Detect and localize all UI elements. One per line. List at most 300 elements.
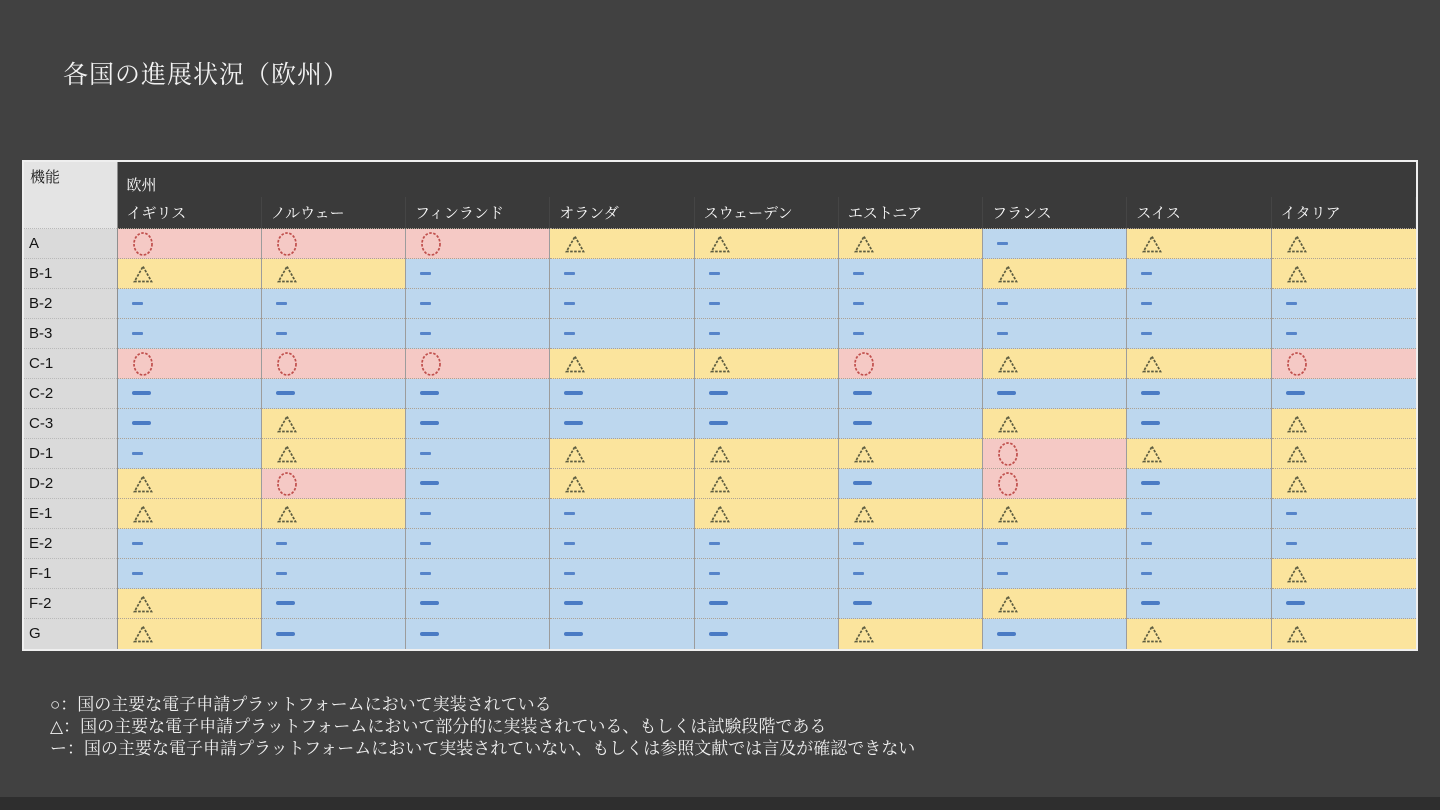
circle-icon [1286, 351, 1308, 377]
status-cell [550, 619, 694, 649]
table-row [24, 259, 1416, 289]
triangle-icon [132, 264, 154, 284]
legend-item: ○：国の主要な電子申請プラットフォームにおいて実装されている [50, 695, 552, 714]
triangle-icon [1141, 354, 1163, 374]
status-cell [694, 259, 838, 289]
dash-icon [420, 332, 431, 335]
status-cell [694, 439, 838, 469]
status-cell [406, 319, 550, 349]
table-row [24, 589, 1416, 619]
dash-icon [564, 391, 583, 395]
dash-icon [132, 302, 143, 305]
dash-icon [853, 572, 864, 575]
triangle-icon [1141, 234, 1163, 254]
country-header-5: エストニア [838, 197, 982, 229]
circle-icon [853, 351, 875, 377]
dash-icon [420, 391, 439, 395]
triangle-icon [1286, 624, 1308, 644]
row-label: C-2 [24, 379, 117, 409]
status-cell [550, 529, 694, 559]
dash-icon [997, 542, 1008, 545]
triangle-icon [997, 414, 1019, 434]
dash-icon [1286, 391, 1305, 395]
triangle-icon [709, 444, 731, 464]
triangle-icon [1286, 444, 1308, 464]
legend [50, 694, 915, 760]
dash-icon [132, 391, 151, 395]
dash-icon [132, 452, 143, 455]
status-cell [117, 349, 261, 379]
status-cell [550, 499, 694, 529]
table-row [24, 469, 1416, 499]
row-label: G [24, 619, 117, 649]
status-cell [838, 319, 982, 349]
dash-icon [420, 601, 439, 605]
triangle-icon [276, 504, 298, 524]
status-cell [1127, 289, 1271, 319]
status-cell [406, 439, 550, 469]
status-cell [838, 259, 982, 289]
status-cell [838, 439, 982, 469]
status-cell [550, 379, 694, 409]
circle-icon [132, 231, 154, 257]
table-row [24, 379, 1416, 409]
status-cell [117, 319, 261, 349]
circle-icon [420, 231, 442, 257]
dash-icon [564, 512, 575, 515]
status-cell [838, 559, 982, 589]
status-cell [261, 379, 405, 409]
status-cell [1271, 559, 1415, 589]
status-cell [838, 589, 982, 619]
triangle-icon [1286, 234, 1308, 254]
table-row [24, 619, 1416, 649]
status-cell [550, 289, 694, 319]
triangle-icon [1141, 624, 1163, 644]
status-cell [1127, 469, 1271, 499]
table-row [24, 529, 1416, 559]
triangle-icon [564, 234, 586, 254]
status-cell [406, 469, 550, 499]
triangle-icon [1141, 444, 1163, 464]
status-cell [838, 529, 982, 559]
status-cell [550, 259, 694, 289]
dash-icon [564, 421, 583, 425]
dash-icon [709, 632, 728, 636]
status-cell [261, 409, 405, 439]
status-cell [117, 289, 261, 319]
dash-icon [1141, 601, 1160, 605]
status-cell [550, 349, 694, 379]
dash-icon [997, 632, 1016, 636]
status-cell [694, 469, 838, 499]
progress-table-grid [24, 162, 1416, 649]
status-cell [983, 259, 1127, 289]
status-cell [1127, 499, 1271, 529]
dash-icon [276, 542, 287, 545]
status-cell [983, 289, 1127, 319]
country-header-7: スイス [1127, 197, 1271, 229]
dash-icon [1141, 481, 1160, 485]
status-cell [406, 619, 550, 649]
status-cell [1127, 589, 1271, 619]
status-cell [838, 229, 982, 259]
dash-icon [1286, 302, 1297, 305]
status-cell [261, 619, 405, 649]
status-cell [983, 589, 1127, 619]
country-header-8: イタリア [1271, 197, 1415, 229]
dash-icon [564, 302, 575, 305]
circle-icon [997, 471, 1019, 497]
status-cell [983, 349, 1127, 379]
status-cell [261, 229, 405, 259]
dash-icon [709, 572, 720, 575]
row-label: B-3 [24, 319, 117, 349]
triangle-icon [1286, 474, 1308, 494]
row-label: D-2 [24, 469, 117, 499]
status-cell [550, 559, 694, 589]
status-cell [406, 379, 550, 409]
status-cell [406, 349, 550, 379]
dash-icon [1141, 421, 1160, 425]
bottom-bar [0, 797, 1440, 810]
page-title: 各国の進展状況（欧州） [63, 61, 350, 89]
status-cell [983, 409, 1127, 439]
triangle-icon [709, 474, 731, 494]
status-cell [983, 499, 1127, 529]
status-cell [550, 229, 694, 259]
status-cell [838, 619, 982, 649]
dash-icon [853, 481, 872, 485]
row-label: D-1 [24, 439, 117, 469]
status-cell [1271, 409, 1415, 439]
status-cell [1127, 529, 1271, 559]
status-cell [117, 379, 261, 409]
status-cell [838, 499, 982, 529]
dash-icon [132, 542, 143, 545]
status-cell [838, 379, 982, 409]
table-row [24, 319, 1416, 349]
status-cell [117, 559, 261, 589]
status-cell [983, 469, 1127, 499]
row-label: F-1 [24, 559, 117, 589]
status-cell [550, 319, 694, 349]
row-label: C-1 [24, 349, 117, 379]
status-cell [261, 529, 405, 559]
status-cell [694, 349, 838, 379]
status-cell [550, 469, 694, 499]
dash-icon [997, 391, 1016, 395]
row-label: B-2 [24, 289, 117, 319]
status-cell [694, 229, 838, 259]
triangle-icon [853, 624, 875, 644]
country-header-row [24, 197, 1416, 229]
status-cell [694, 289, 838, 319]
country-header-6: フランス [983, 197, 1127, 229]
triangle-icon [997, 354, 1019, 374]
triangle-icon [276, 444, 298, 464]
triangle-icon [997, 264, 1019, 284]
status-cell [261, 589, 405, 619]
dash-icon [853, 421, 872, 425]
status-cell [1271, 619, 1415, 649]
dash-icon [564, 601, 583, 605]
table-row [24, 499, 1416, 529]
country-header-1: ノルウェー [261, 197, 405, 229]
row-label: A [24, 229, 117, 259]
circle-icon [276, 351, 298, 377]
status-cell [406, 229, 550, 259]
status-cell [1127, 379, 1271, 409]
table-row [24, 559, 1416, 589]
status-cell [1271, 259, 1415, 289]
status-cell [1271, 319, 1415, 349]
triangle-icon [276, 414, 298, 434]
circle-icon [420, 351, 442, 377]
status-cell [838, 409, 982, 439]
triangle-icon [564, 474, 586, 494]
dash-icon [1286, 542, 1297, 545]
status-cell [261, 349, 405, 379]
table-row [24, 349, 1416, 379]
status-cell [261, 439, 405, 469]
dash-icon [853, 272, 864, 275]
status-cell [117, 229, 261, 259]
dash-icon [1141, 272, 1152, 275]
dash-icon [276, 302, 287, 305]
triangle-icon [564, 444, 586, 464]
dash-icon [420, 512, 431, 515]
status-cell [406, 499, 550, 529]
status-cell [406, 589, 550, 619]
status-cell [1127, 349, 1271, 379]
country-header-0: イギリス [117, 197, 261, 229]
table-row [24, 289, 1416, 319]
status-cell [694, 499, 838, 529]
dash-icon [1141, 332, 1152, 335]
row-label: B-1 [24, 259, 117, 289]
status-cell [406, 529, 550, 559]
dash-icon [564, 542, 575, 545]
triangle-icon [132, 594, 154, 614]
triangle-icon [132, 624, 154, 644]
dash-icon [709, 421, 728, 425]
status-cell [261, 499, 405, 529]
status-cell [1271, 229, 1415, 259]
status-cell [1127, 439, 1271, 469]
dash-icon [276, 391, 295, 395]
status-cell [694, 319, 838, 349]
dash-icon [997, 332, 1008, 335]
dash-icon [420, 572, 431, 575]
status-cell [983, 229, 1127, 259]
status-cell [983, 619, 1127, 649]
dash-icon [420, 632, 439, 636]
dash-icon [853, 542, 864, 545]
dash-icon [997, 302, 1008, 305]
status-cell [550, 409, 694, 439]
dash-icon [132, 572, 143, 575]
status-cell [117, 259, 261, 289]
circle-icon [997, 441, 1019, 467]
triangle-icon [1286, 564, 1308, 584]
triangle-icon [1286, 264, 1308, 284]
status-cell [261, 469, 405, 499]
dash-icon [709, 272, 720, 275]
dash-icon [420, 272, 431, 275]
status-cell [1127, 619, 1271, 649]
dash-icon [564, 572, 575, 575]
dash-icon [132, 332, 143, 335]
progress-table [22, 160, 1418, 651]
status-cell [694, 529, 838, 559]
dash-icon [997, 242, 1008, 245]
triangle-icon [853, 234, 875, 254]
status-cell [694, 559, 838, 589]
triangle-icon [1286, 414, 1308, 434]
status-cell [406, 409, 550, 439]
row-label: E-1 [24, 499, 117, 529]
region-header: 欧州 [117, 162, 1416, 197]
triangle-icon [853, 504, 875, 524]
dash-icon [1286, 512, 1297, 515]
dash-icon [276, 632, 295, 636]
dash-icon [709, 302, 720, 305]
status-cell [117, 619, 261, 649]
status-cell [694, 619, 838, 649]
triangle-icon [132, 474, 154, 494]
triangle-icon [709, 234, 731, 254]
status-cell [261, 319, 405, 349]
status-cell [1271, 379, 1415, 409]
status-cell [550, 439, 694, 469]
status-cell [983, 379, 1127, 409]
dash-icon [1141, 572, 1152, 575]
dash-icon [564, 332, 575, 335]
status-cell [1271, 469, 1415, 499]
dash-icon [132, 421, 151, 425]
status-cell [1127, 229, 1271, 259]
status-cell [983, 559, 1127, 589]
dash-icon [1141, 512, 1152, 515]
dash-icon [564, 272, 575, 275]
status-cell [1271, 439, 1415, 469]
status-cell [1271, 349, 1415, 379]
status-cell [1271, 589, 1415, 619]
status-cell [1127, 559, 1271, 589]
country-header-4: スウェーデン [694, 197, 838, 229]
dash-icon [1141, 302, 1152, 305]
status-cell [694, 589, 838, 619]
status-cell [838, 349, 982, 379]
legend-item: ー：国の主要な電子申請プラットフォームにおいて実装されていない、もしくは参照文献では言及が確認できない [50, 739, 916, 758]
status-cell [117, 469, 261, 499]
table-row [24, 229, 1416, 259]
circle-icon [132, 351, 154, 377]
dash-icon [709, 391, 728, 395]
status-cell [261, 259, 405, 289]
triangle-icon [564, 354, 586, 374]
status-cell [117, 589, 261, 619]
status-cell [1271, 499, 1415, 529]
dash-icon [709, 332, 720, 335]
status-cell [838, 289, 982, 319]
dash-icon [420, 481, 439, 485]
row-label: F-2 [24, 589, 117, 619]
dash-icon [709, 601, 728, 605]
dash-icon [1141, 542, 1152, 545]
status-cell [117, 409, 261, 439]
triangle-icon [853, 444, 875, 464]
dash-icon [420, 542, 431, 545]
dash-icon [276, 601, 295, 605]
row-label: E-2 [24, 529, 117, 559]
dash-icon [853, 302, 864, 305]
dash-icon [1286, 601, 1305, 605]
dash-icon [997, 572, 1008, 575]
triangle-icon [276, 264, 298, 284]
status-cell [406, 259, 550, 289]
status-cell [261, 559, 405, 589]
country-header-2: フィンランド [406, 197, 550, 229]
triangle-icon [997, 504, 1019, 524]
status-cell [261, 289, 405, 319]
circle-icon [276, 471, 298, 497]
dash-icon [1286, 332, 1297, 335]
status-cell [1271, 529, 1415, 559]
circle-icon [276, 231, 298, 257]
status-cell [550, 589, 694, 619]
table-row [24, 409, 1416, 439]
status-cell [406, 289, 550, 319]
status-cell [117, 439, 261, 469]
status-cell [694, 379, 838, 409]
triangle-icon [132, 504, 154, 524]
table-row [24, 439, 1416, 469]
corner-header: 機能 [24, 162, 117, 229]
legend-item: △：国の主要な電子申請プラットフォームにおいて部分的に実装されている、もしくは試験段階である [50, 717, 827, 736]
status-cell [117, 499, 261, 529]
dash-icon [276, 572, 287, 575]
status-cell [1271, 289, 1415, 319]
dash-icon [853, 332, 864, 335]
triangle-icon [997, 594, 1019, 614]
dash-icon [1141, 391, 1160, 395]
dash-icon [709, 542, 720, 545]
dash-icon [564, 632, 583, 636]
status-cell [694, 409, 838, 439]
dash-icon [420, 421, 439, 425]
status-cell [1127, 409, 1271, 439]
status-cell [983, 319, 1127, 349]
table-body [24, 229, 1416, 649]
country-header-3: オランダ [550, 197, 694, 229]
triangle-icon [709, 504, 731, 524]
dash-icon [420, 302, 431, 305]
row-label: C-3 [24, 409, 117, 439]
status-cell [1127, 259, 1271, 289]
status-cell [838, 469, 982, 499]
status-cell [983, 439, 1127, 469]
status-cell [406, 559, 550, 589]
triangle-icon [709, 354, 731, 374]
dash-icon [420, 452, 431, 455]
dash-icon [853, 601, 872, 605]
dash-icon [276, 332, 287, 335]
status-cell [117, 529, 261, 559]
status-cell [983, 529, 1127, 559]
dash-icon [853, 391, 872, 395]
